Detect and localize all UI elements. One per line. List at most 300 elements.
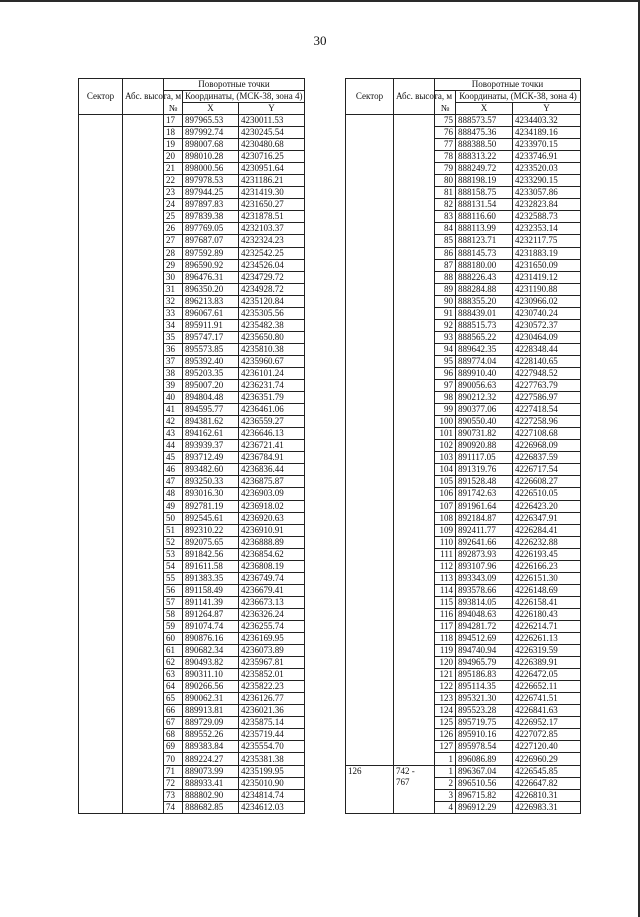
coordinate-y: 4231650.09 (513, 259, 581, 271)
point-number: 87 (435, 259, 456, 271)
coordinate-y: 4236326.24 (239, 608, 305, 620)
coordinate-x: 893712.49 (183, 452, 239, 464)
coordinate-x: 896213.83 (183, 295, 239, 307)
coordinate-y: 4226837.59 (513, 452, 581, 464)
point-number: 48 (164, 488, 183, 500)
point-number: 100 (435, 416, 456, 428)
coordinate-y: 4235199.95 (239, 765, 305, 777)
coordinate-x: 891842.56 (183, 548, 239, 560)
point-number: 90 (435, 295, 456, 307)
point-number: 94 (435, 343, 456, 355)
point-number: 126 (435, 729, 456, 741)
point-number: 21 (164, 163, 183, 175)
coordinate-x: 895392.40 (183, 355, 239, 367)
right-table-body (346, 115, 581, 814)
coordinate-y: 4231190.88 (513, 283, 581, 295)
coordinate-x: 894512.69 (456, 633, 513, 645)
coordinate-x: 888145.73 (456, 247, 513, 259)
point-number: 116 (435, 608, 456, 620)
coordinate-y: 4227108.68 (513, 428, 581, 440)
coordinate-y: 4236673.13 (239, 596, 305, 608)
coordinate-x: 896476.31 (183, 271, 239, 283)
coordinate-y: 4232823.84 (513, 199, 581, 211)
coordinate-x: 890920.88 (456, 440, 513, 452)
point-number: 72 (164, 777, 183, 789)
altitude-range-end: 767 (396, 776, 410, 787)
coordinate-y: 4226810.31 (513, 789, 581, 801)
coordinate-x: 896510.56 (456, 777, 513, 789)
altitude-cell (394, 115, 435, 766)
coordinate-y: 4236784.91 (239, 452, 305, 464)
coordinate-y: 4236126.77 (239, 693, 305, 705)
point-number: 26 (164, 223, 183, 235)
coordinate-x: 888180.00 (456, 259, 513, 271)
coordinate-y: 4236101.24 (239, 367, 305, 379)
point-number: 44 (164, 440, 183, 452)
table-row (346, 765, 581, 777)
coordinate-x: 895719.75 (456, 717, 513, 729)
coordinate-y: 4230480.68 (239, 139, 305, 151)
coordinate-x: 894740.94 (456, 645, 513, 657)
header-x: X (183, 103, 239, 115)
coordinate-y: 4234526.04 (239, 259, 305, 271)
table-row (346, 115, 581, 127)
coordinate-y: 4226193.45 (513, 548, 581, 560)
point-number: 109 (435, 524, 456, 536)
point-number: 49 (164, 500, 183, 512)
coordinate-x: 891264.87 (183, 608, 239, 620)
coordinate-x: 888198.19 (456, 175, 513, 187)
coordinate-x: 894804.48 (183, 392, 239, 404)
coordinate-y: 4236875.87 (239, 476, 305, 488)
point-number: 85 (435, 235, 456, 247)
sector-cell: 126 (346, 765, 394, 813)
point-number: 3 (435, 789, 456, 801)
coordinate-y: 4226148.69 (513, 584, 581, 596)
coordinate-x: 889073.99 (183, 765, 239, 777)
coordinate-y: 4234814.74 (239, 789, 305, 801)
point-number: 68 (164, 729, 183, 741)
coordinate-x: 896912.29 (456, 801, 513, 813)
point-number: 42 (164, 416, 183, 428)
point-number: 77 (435, 139, 456, 151)
coordinate-x: 889729.09 (183, 717, 239, 729)
coordinate-y: 4227258.96 (513, 416, 581, 428)
coordinate-y: 4230716.25 (239, 151, 305, 163)
coordinate-x: 892310.22 (183, 524, 239, 536)
coordinate-x: 891528.48 (456, 476, 513, 488)
coordinate-y: 4227948.52 (513, 367, 581, 379)
point-number: 47 (164, 476, 183, 488)
coordinate-x: 888388.50 (456, 139, 513, 151)
coordinate-x: 888113.99 (456, 223, 513, 235)
point-number: 107 (435, 500, 456, 512)
point-number: 95 (435, 355, 456, 367)
coordinate-y: 4233746.91 (513, 151, 581, 163)
coordinate-y: 4235482.38 (239, 319, 305, 331)
point-number: 58 (164, 608, 183, 620)
point-number: 24 (164, 199, 183, 211)
point-number: 120 (435, 657, 456, 669)
point-number: 61 (164, 645, 183, 657)
coordinate-x: 896590.92 (183, 259, 239, 271)
header-number: № (435, 91, 456, 115)
coordinate-x: 897592.89 (183, 247, 239, 259)
coordinate-x: 897839.38 (183, 211, 239, 223)
coordinate-x: 888313.22 (456, 151, 513, 163)
coordinate-y: 4233057.86 (513, 187, 581, 199)
coordinate-y: 4226545.85 (513, 765, 581, 777)
coordinate-y: 4227120.40 (513, 741, 581, 753)
point-number: 111 (435, 548, 456, 560)
coordinate-y: 4226389.91 (513, 657, 581, 669)
coordinate-y: 4236255.74 (239, 620, 305, 632)
coordinate-x: 889910.40 (456, 367, 513, 379)
coordinate-x: 888439.01 (456, 307, 513, 319)
point-number: 93 (435, 331, 456, 343)
coordinate-y: 4231419.12 (513, 271, 581, 283)
coordinate-y: 4226158.41 (513, 596, 581, 608)
coordinate-y: 4231186.21 (239, 175, 305, 187)
point-number: 4 (435, 801, 456, 813)
coordinate-y: 4233970.15 (513, 139, 581, 151)
coordinate-x: 893107.96 (456, 560, 513, 572)
coordinate-x: 889552.26 (183, 729, 239, 741)
coordinate-x: 898010.28 (183, 151, 239, 163)
point-number: 39 (164, 380, 183, 392)
coordinate-y: 4226319.59 (513, 645, 581, 657)
coordinate-x: 888355.20 (456, 295, 513, 307)
point-number: 18 (164, 127, 183, 139)
coordinate-x: 893814.05 (456, 596, 513, 608)
scan-border-top (0, 0, 640, 2)
coordinate-x: 897944.25 (183, 187, 239, 199)
point-number: 96 (435, 367, 456, 379)
coordinate-y: 4235852.01 (239, 669, 305, 681)
coordinate-y: 4235010.90 (239, 777, 305, 789)
coordinate-x: 896067.61 (183, 307, 239, 319)
coordinate-x: 896715.82 (456, 789, 513, 801)
coordinate-x: 888682.85 (183, 801, 239, 813)
coordinate-x: 894381.62 (183, 416, 239, 428)
coordinate-x: 897992.74 (183, 127, 239, 139)
point-number: 92 (435, 319, 456, 331)
coordinate-y: 4230740.24 (513, 307, 581, 319)
coordinate-x: 889383.84 (183, 741, 239, 753)
coordinate-y: 4226952.17 (513, 717, 581, 729)
point-number: 110 (435, 536, 456, 548)
header-y: Y (239, 103, 305, 115)
coordinate-y: 4226968.09 (513, 440, 581, 452)
coordinate-y: 4226472.05 (513, 669, 581, 681)
coordinate-y: 4236461.06 (239, 404, 305, 416)
coordinate-y: 4232117.75 (513, 235, 581, 247)
coordinate-y: 4236351.79 (239, 392, 305, 404)
coordinate-y: 4236918.02 (239, 500, 305, 512)
header-sector: Сектор (79, 79, 123, 115)
coordinate-x: 895910.16 (456, 729, 513, 741)
point-number: 63 (164, 669, 183, 681)
coordinate-y: 4236231.74 (239, 380, 305, 392)
point-number: 86 (435, 247, 456, 259)
point-number: 1 (435, 765, 456, 777)
coordinate-x: 888802.90 (183, 789, 239, 801)
point-number: 36 (164, 343, 183, 355)
coordinate-x: 889774.04 (456, 355, 513, 367)
coordinate-y: 4235650.80 (239, 331, 305, 343)
coordinate-y: 4230572.37 (513, 319, 581, 331)
coordinate-y: 4235554.70 (239, 741, 305, 753)
table-row (79, 115, 305, 127)
page-number: 30 (313, 33, 327, 48)
coordinates-table-left (78, 78, 305, 814)
point-number: 124 (435, 705, 456, 717)
point-number: 19 (164, 139, 183, 151)
coordinate-y: 4226180.43 (513, 608, 581, 620)
point-number: 35 (164, 331, 183, 343)
point-number: 125 (435, 717, 456, 729)
coordinate-y: 4226214.71 (513, 620, 581, 632)
coordinate-x: 891158.49 (183, 584, 239, 596)
coordinate-y: 4236679.41 (239, 584, 305, 596)
point-number: 22 (164, 175, 183, 187)
coordinate-x: 891319.76 (456, 464, 513, 476)
coordinate-y: 4231878.51 (239, 211, 305, 223)
coordinate-x: 894595.77 (183, 404, 239, 416)
coordinate-x: 890682.34 (183, 645, 239, 657)
coordinate-y: 4226510.05 (513, 488, 581, 500)
coordinate-x: 897687.07 (183, 235, 239, 247)
coordinate-y: 4228348.44 (513, 343, 581, 355)
header-coordinates: Координаты, (МСК-38, зона 4) (183, 91, 305, 103)
point-number: 117 (435, 620, 456, 632)
coordinate-y: 4232542.25 (239, 247, 305, 259)
point-number: 80 (435, 175, 456, 187)
coordinate-x: 888284.88 (456, 283, 513, 295)
coordinate-x: 888123.71 (456, 235, 513, 247)
point-number: 123 (435, 693, 456, 705)
coordinate-y: 4234729.72 (239, 271, 305, 283)
coordinate-x: 888158.75 (456, 187, 513, 199)
point-number: 45 (164, 452, 183, 464)
point-number: 104 (435, 464, 456, 476)
point-number: 31 (164, 283, 183, 295)
coordinate-y: 4233520.03 (513, 163, 581, 175)
coordinate-y: 4232353.14 (513, 223, 581, 235)
point-number: 103 (435, 452, 456, 464)
point-number: 113 (435, 572, 456, 584)
coordinate-y: 4227763.79 (513, 380, 581, 392)
coordinate-x: 898000.56 (183, 163, 239, 175)
coordinate-y: 4235810.38 (239, 343, 305, 355)
coordinate-x: 893250.33 (183, 476, 239, 488)
point-number: 75 (435, 115, 456, 127)
coordinate-x: 890266.56 (183, 681, 239, 693)
point-number: 56 (164, 584, 183, 596)
point-number: 54 (164, 560, 183, 572)
point-number: 51 (164, 524, 183, 536)
coordinate-x: 896086.89 (456, 753, 513, 765)
point-number: 114 (435, 584, 456, 596)
coordinate-x: 895007.20 (183, 380, 239, 392)
coordinate-y: 4236559.27 (239, 416, 305, 428)
coordinate-x: 893343.09 (456, 572, 513, 584)
coordinate-x: 891141.39 (183, 596, 239, 608)
coordinate-y: 4226647.82 (513, 777, 581, 789)
coordinate-y: 4235822.23 (239, 681, 305, 693)
coordinate-y: 4232324.23 (239, 235, 305, 247)
coordinate-y: 4226232.88 (513, 536, 581, 548)
point-number: 106 (435, 488, 456, 500)
coordinate-x: 892873.93 (456, 548, 513, 560)
coordinate-y: 4236749.74 (239, 572, 305, 584)
coordinate-x: 895203.35 (183, 367, 239, 379)
point-number: 2 (435, 777, 456, 789)
coordinate-y: 4236910.91 (239, 524, 305, 536)
coordinate-x: 888249.72 (456, 163, 513, 175)
point-number: 52 (164, 536, 183, 548)
sector-cell (346, 115, 394, 766)
coordinate-y: 4234403.32 (513, 115, 581, 127)
coordinate-x: 890311.10 (183, 669, 239, 681)
point-number: 91 (435, 307, 456, 319)
point-number: 102 (435, 440, 456, 452)
point-number: 57 (164, 596, 183, 608)
coordinate-y: 4236854.62 (239, 548, 305, 560)
coordinate-y: 4226423.20 (513, 500, 581, 512)
coordinate-x: 888933.41 (183, 777, 239, 789)
point-number: 101 (435, 428, 456, 440)
coordinate-x: 895911.91 (183, 319, 239, 331)
altitude-range-start: 742 - (396, 765, 415, 776)
coordinate-x: 897978.53 (183, 175, 239, 187)
coordinate-y: 4227586.97 (513, 392, 581, 404)
point-number: 64 (164, 681, 183, 693)
point-number: 81 (435, 187, 456, 199)
coordinate-y: 4226652.11 (513, 681, 581, 693)
altitude-cell (123, 115, 164, 814)
coordinate-x: 889224.27 (183, 753, 239, 765)
coordinate-x: 895523.28 (456, 705, 513, 717)
coordinate-y: 4226284.41 (513, 524, 581, 536)
coordinate-y: 4236808.19 (239, 560, 305, 572)
point-number: 108 (435, 512, 456, 524)
coordinate-x: 892781.19 (183, 500, 239, 512)
coordinate-y: 4230464.09 (513, 331, 581, 343)
coordinate-y: 4230966.02 (513, 295, 581, 307)
coordinate-y: 4235381.38 (239, 753, 305, 765)
point-number: 50 (164, 512, 183, 524)
coordinate-x: 891611.58 (183, 560, 239, 572)
point-number: 98 (435, 392, 456, 404)
point-number: 1 (435, 753, 456, 765)
point-number: 76 (435, 127, 456, 139)
coordinate-x: 895321.30 (456, 693, 513, 705)
coordinate-x: 895573.85 (183, 343, 239, 355)
coordinate-y: 4230245.54 (239, 127, 305, 139)
point-number: 41 (164, 404, 183, 416)
point-number: 17 (164, 115, 183, 127)
point-number: 97 (435, 380, 456, 392)
coordinate-x: 891383.35 (183, 572, 239, 584)
coordinate-y: 4226151.30 (513, 572, 581, 584)
coordinate-x: 888226.43 (456, 271, 513, 283)
point-number: 83 (435, 211, 456, 223)
coordinate-x: 895114.35 (456, 681, 513, 693)
coordinate-y: 4235305.56 (239, 307, 305, 319)
coordinate-y: 4234612.03 (239, 801, 305, 813)
point-number: 27 (164, 235, 183, 247)
coordinate-x: 890550.40 (456, 416, 513, 428)
coordinate-x: 890377.06 (456, 404, 513, 416)
coordinate-x: 893578.66 (456, 584, 513, 596)
coordinate-x: 898007.68 (183, 139, 239, 151)
altitude-cell (394, 765, 435, 813)
coordinate-x: 896367.04 (456, 765, 513, 777)
point-number: 70 (164, 753, 183, 765)
point-number: 43 (164, 428, 183, 440)
coordinate-y: 4226717.54 (513, 464, 581, 476)
point-number: 33 (164, 307, 183, 319)
header-turning-points: Поворотные точки (435, 79, 581, 91)
coordinate-x: 891961.64 (456, 500, 513, 512)
coordinate-x: 894048.63 (456, 608, 513, 620)
left-table-body (79, 115, 305, 814)
point-number: 67 (164, 717, 183, 729)
coordinate-y: 4226960.29 (513, 753, 581, 765)
point-number: 122 (435, 681, 456, 693)
point-number: 112 (435, 560, 456, 572)
point-number: 84 (435, 223, 456, 235)
header-altitude: Абс. высота, м (394, 79, 435, 115)
coordinate-y: 4231650.27 (239, 199, 305, 211)
point-number: 118 (435, 633, 456, 645)
coordinate-x: 890876.16 (183, 633, 239, 645)
coordinate-y: 4226166.23 (513, 560, 581, 572)
point-number: 32 (164, 295, 183, 307)
point-number: 71 (164, 765, 183, 777)
coordinate-x: 893939.37 (183, 440, 239, 452)
coordinate-x: 890493.82 (183, 657, 239, 669)
coordinate-y: 4234928.72 (239, 283, 305, 295)
point-number: 78 (435, 151, 456, 163)
point-number: 66 (164, 705, 183, 717)
coordinate-x: 891074.74 (183, 620, 239, 632)
coordinate-y: 4232588.73 (513, 211, 581, 223)
point-number: 28 (164, 247, 183, 259)
coordinate-x: 895747.17 (183, 331, 239, 343)
point-number: 37 (164, 355, 183, 367)
coordinate-y: 4233290.15 (513, 175, 581, 187)
point-number: 74 (164, 801, 183, 813)
sector-cell (79, 115, 123, 814)
header-turning-points: Поворотные точки (164, 79, 305, 91)
coordinate-x: 894162.61 (183, 428, 239, 440)
coordinate-x: 892075.65 (183, 536, 239, 548)
point-number: 65 (164, 693, 183, 705)
coordinate-x: 897965.53 (183, 115, 239, 127)
coordinate-x: 896350.20 (183, 283, 239, 295)
coordinate-x: 892184.87 (456, 512, 513, 524)
coordinate-x: 890731.82 (456, 428, 513, 440)
point-number: 59 (164, 620, 183, 632)
coordinate-x: 890062.31 (183, 693, 239, 705)
coordinate-x: 888475.36 (456, 127, 513, 139)
coordinate-y: 4226608.27 (513, 476, 581, 488)
coordinate-x: 888565.22 (456, 331, 513, 343)
header-sector: Сектор (346, 79, 394, 115)
point-number: 46 (164, 464, 183, 476)
